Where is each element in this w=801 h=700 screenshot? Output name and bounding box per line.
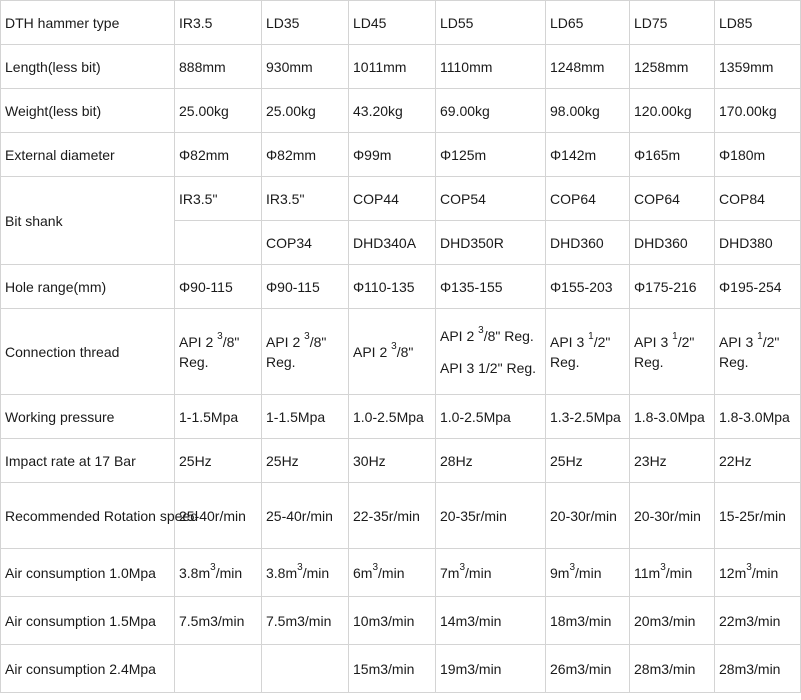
thread-cell: API 2 $^3$/8" Reg. API 3 1/2" Reg. xyxy=(436,309,546,395)
air-15-cell: 20m3/min xyxy=(630,597,715,645)
bit-shank-cell: COP84 xyxy=(715,177,801,221)
air-15-cell: 18m3/min xyxy=(546,597,630,645)
bit-shank-cell: IR3.5" xyxy=(175,177,262,221)
diameter-cell: Φ82mm xyxy=(175,133,262,177)
label-air-10: Air consumption 1.0Mpa xyxy=(1,549,175,597)
row-air-consumption-10 xyxy=(1,549,801,597)
diameter-cell: Φ99m xyxy=(349,133,436,177)
diameter-cell: Φ180m xyxy=(715,133,801,177)
model-cell: LD45 xyxy=(349,1,436,45)
air-24-cell: 26m3/min xyxy=(546,645,630,693)
row-hole-range xyxy=(1,265,801,309)
rotation-cell: 20-30r/min xyxy=(630,483,715,549)
bit-shank-cell: DHD340A xyxy=(349,221,436,265)
model-cell: LD55 xyxy=(436,1,546,45)
label-air-15: Air consumption 1.5Mpa xyxy=(1,597,175,645)
bit-shank-cell: DHD360 xyxy=(546,221,630,265)
pressure-cell: 1.8-3.0Mpa xyxy=(630,395,715,439)
thread-cell: API 3 $^1$/2" Reg. xyxy=(630,309,715,395)
model-cell: LD85 xyxy=(715,1,801,45)
length-cell: 1011mm xyxy=(349,45,436,89)
length-cell: 888mm xyxy=(175,45,262,89)
pressure-cell: 1-1.5Mpa xyxy=(262,395,349,439)
length-cell: 1359mm xyxy=(715,45,801,89)
air-10-cell: $12m^3/\min$ xyxy=(715,549,801,597)
rotation-cell: 20-30r/min xyxy=(546,483,630,549)
bit-shank-cell: DHD350R xyxy=(436,221,546,265)
label-bit-shank: Bit shank xyxy=(1,177,175,265)
weight-cell: 69.00kg xyxy=(436,89,546,133)
bit-shank-cell: COP54 xyxy=(436,177,546,221)
weight-cell: 43.20kg xyxy=(349,89,436,133)
impact-cell: 25Hz xyxy=(262,439,349,483)
weight-cell: 120.00kg xyxy=(630,89,715,133)
air-24-cell: 28m3/min xyxy=(715,645,801,693)
air-24-cell: 15m3/min xyxy=(349,645,436,693)
bit-shank-cell: IR3.5" xyxy=(262,177,349,221)
impact-cell: 30Hz xyxy=(349,439,436,483)
length-cell: 1110mm xyxy=(436,45,546,89)
diameter-cell: Φ142m xyxy=(546,133,630,177)
row-hammer-type xyxy=(1,1,801,45)
row-external-diameter xyxy=(1,133,801,177)
air-10-cell: $6m^3/\min$ xyxy=(349,549,436,597)
row-air-consumption-15 xyxy=(1,597,801,645)
thread-cell: API 2 $^3$/8" Reg. xyxy=(262,309,349,395)
label-weight: Weight(less bit) xyxy=(1,89,175,133)
rotation-cell: 25-40r/min xyxy=(262,483,349,549)
row-bit-shank-1 xyxy=(1,177,801,221)
bit-shank-cell: COP64 xyxy=(630,177,715,221)
pressure-cell: 1.0-2.5Mpa xyxy=(349,395,436,439)
label-impact-rate: Impact rate at 17 Bar xyxy=(1,439,175,483)
thread-cell: API 2 $^3$/8" xyxy=(349,309,436,395)
hole-range-cell: Φ110-135 xyxy=(349,265,436,309)
bit-shank-cell: DHD360 xyxy=(630,221,715,265)
impact-cell: 28Hz xyxy=(436,439,546,483)
hole-range-cell: Φ135-155 xyxy=(436,265,546,309)
row-weight xyxy=(1,89,801,133)
impact-cell: 22Hz xyxy=(715,439,801,483)
air-24-cell xyxy=(262,645,349,693)
air-15-cell: 7.5m3/min xyxy=(175,597,262,645)
rotation-cell: 22-35r/min xyxy=(349,483,436,549)
label-air-24: Air consumption 2.4Mpa xyxy=(1,645,175,693)
label-rotation-speed: Recommended Rotation speed xyxy=(1,483,175,549)
hole-range-cell: Φ90-115 xyxy=(175,265,262,309)
bit-shank-cell: COP64 xyxy=(546,177,630,221)
diameter-cell: Φ165m xyxy=(630,133,715,177)
label-working-pressure: Working pressure xyxy=(1,395,175,439)
model-cell: LD65 xyxy=(546,1,630,45)
label-external-diameter: External diameter xyxy=(1,133,175,177)
air-15-cell: 7.5m3/min xyxy=(262,597,349,645)
rotation-cell: 20-35r/min xyxy=(436,483,546,549)
air-10-cell: $9m^3/\min$ xyxy=(546,549,630,597)
model-cell: LD75 xyxy=(630,1,715,45)
row-air-consumption-24 xyxy=(1,645,801,693)
row-connection-thread xyxy=(1,309,801,395)
diameter-cell: Φ82mm xyxy=(262,133,349,177)
row-length xyxy=(1,45,801,89)
weight-cell: 25.00kg xyxy=(175,89,262,133)
impact-cell: 23Hz xyxy=(630,439,715,483)
model-cell: LD35 xyxy=(262,1,349,45)
hole-range-cell: Φ90-115 xyxy=(262,265,349,309)
row-working-pressure xyxy=(1,395,801,439)
air-15-cell: 10m3/min xyxy=(349,597,436,645)
label-hole-range: Hole range(mm) xyxy=(1,265,175,309)
weight-cell: 170.00kg xyxy=(715,89,801,133)
air-15-cell: 14m3/min xyxy=(436,597,546,645)
thread-cell: API 2 $^3$/8" Reg. xyxy=(175,309,262,395)
impact-cell: 25Hz xyxy=(175,439,262,483)
label-length: Length(less bit) xyxy=(1,45,175,89)
length-cell: 930mm xyxy=(262,45,349,89)
bit-shank-cell: DHD380 xyxy=(715,221,801,265)
bit-shank-cell: COP34 xyxy=(262,221,349,265)
air-10-cell: $11m^3/\min$ xyxy=(630,549,715,597)
length-cell: 1248mm xyxy=(546,45,630,89)
air-24-cell: 19m3/min xyxy=(436,645,546,693)
impact-cell: 25Hz xyxy=(546,439,630,483)
rotation-cell: 25-40r/min xyxy=(175,483,262,549)
bit-shank-cell xyxy=(175,221,262,265)
weight-cell: 98.00kg xyxy=(546,89,630,133)
hole-range-cell: Φ195-254 xyxy=(715,265,801,309)
label-connection-thread: Connection thread xyxy=(1,309,175,395)
hole-range-cell: Φ155-203 xyxy=(546,265,630,309)
air-10-cell: $3.8m^3/\min$ xyxy=(175,549,262,597)
pressure-cell: 1-1.5Mpa xyxy=(175,395,262,439)
length-cell: 1258mm xyxy=(630,45,715,89)
air-24-cell: 28m3/min xyxy=(630,645,715,693)
model-cell: IR3.5 xyxy=(175,1,262,45)
rotation-cell: 15-25r/min xyxy=(715,483,801,549)
label-hammer-type: DTH hammer type xyxy=(1,1,175,45)
pressure-cell: 1.3-2.5Mpa xyxy=(546,395,630,439)
bit-shank-cell: COP44 xyxy=(349,177,436,221)
pressure-cell: 1.0-2.5Mpa xyxy=(436,395,546,439)
pressure-cell: 1.8-3.0Mpa xyxy=(715,395,801,439)
weight-cell: 25.00kg xyxy=(262,89,349,133)
air-15-cell: 22m3/min xyxy=(715,597,801,645)
air-10-cell: $3.8m^3/\min$ xyxy=(262,549,349,597)
diameter-cell: Φ125m xyxy=(436,133,546,177)
air-10-cell: $7m^3/\min$ xyxy=(436,549,546,597)
hole-range-cell: Φ175-216 xyxy=(630,265,715,309)
row-rotation-speed xyxy=(1,483,801,549)
air-24-cell xyxy=(175,645,262,693)
thread-cell: API 3 $^1$/2" Reg. xyxy=(715,309,801,395)
row-impact-rate xyxy=(1,439,801,483)
thread-cell: API 3 $^1$/2" Reg. xyxy=(546,309,630,395)
